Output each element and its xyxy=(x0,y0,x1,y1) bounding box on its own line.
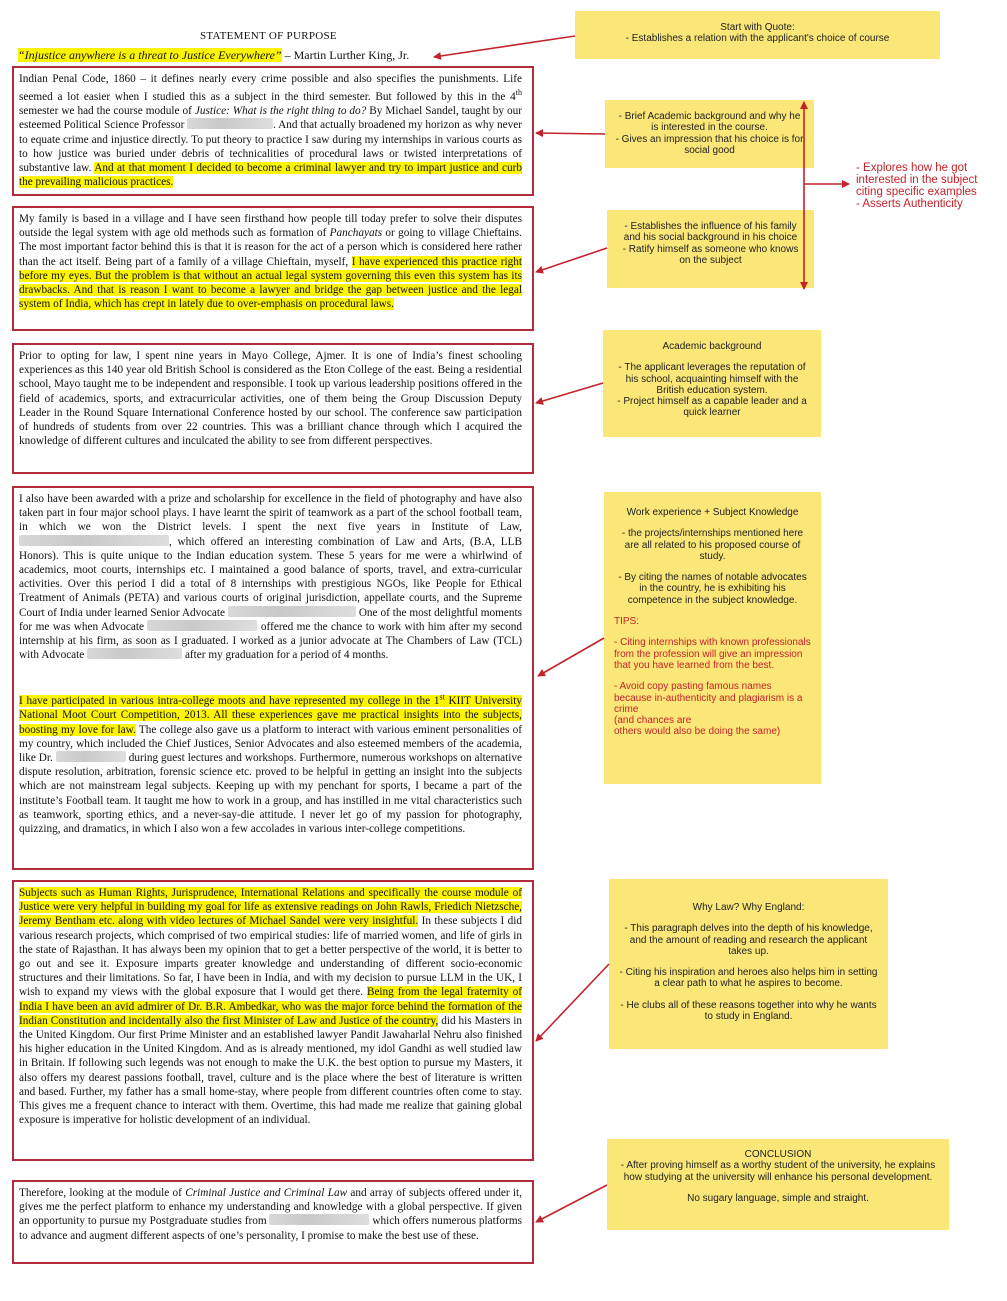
p4-hl-sup: st xyxy=(439,692,445,702)
p1-course-title: Justice: What is the right thing to do? xyxy=(194,105,367,118)
note-text: Academic background xyxy=(662,341,762,352)
p4-text-b: , which offered an interesting combination of Law and Arts, (B.A, LLB Honors). This is quite unique to the Indian education system. These 5 years for me were a whirlwind of academics, moot courts, internships etc. I maintained a good balance of sports, travel, and extra-curricular activities. Over this period I did a total of 8 internships with prestigious NGOs, like People for Ethical Treatment of Animals (PETA) and various courts of original jurisdiction, appellate courts, and the Supreme Court of India under learned Senior Advocate xyxy=(19,535,522,619)
note-text: - Gives an impression that his choice is for social good xyxy=(615,133,804,156)
note-text: - Project himself as a capable leader and a quick learner xyxy=(617,396,807,419)
p4-hl-a: I have participated in various intra-college moots and have represented my college in the 1 xyxy=(19,695,440,708)
note-text: - Establishes a relation with the applicant's choice of course xyxy=(625,33,890,45)
p5-text-b: did his Masters in the United Kingdom. Our first Prime Minister and an established lawyer Pandit Jawaharlal Nehru also finished his higher education in the United Kingdom. And as is already mentioned, my idol Gandhi as well studied law in Britain. If following such legends was not enough to make the U.K. the best option to pursue my Masters, it also offers my dearest passions football, travel, culture and is the place where the best of literature is written and based. Further, my father has a small home-stay, where people from different countries often come to stay. This gives me a frequent chance to interact with them. Overtime, this had made me realize that gaining global exposure is imperative for holistic development of an individual. xyxy=(19,1014,522,1127)
p5-highlight-b: Being from the legal fraternity of India I have been an avid admirer of Dr. B.R. Ambedkar, who was the major force behind the formation of the Indian Constitution and incidentally also the first Minister of Law and Justice of the country, xyxy=(19,986,522,1027)
p6-italic: Criminal Justice and Criminal Law xyxy=(185,1187,348,1199)
arrow-p3 xyxy=(536,383,603,403)
p4-text-c: One of the most delightful moments for me was when Advocate xyxy=(19,606,522,633)
note-tip: - Avoid copy pasting famous names because in-authenticity and plagiarism is a crime xyxy=(614,681,803,715)
p4-text-e: after my graduation for a period of 4 months. xyxy=(182,649,389,662)
p2-italic: Panchayats xyxy=(329,227,383,240)
note-text: - Brief Academic background and why he is interested in the course. xyxy=(618,111,801,134)
note-text: Start with Quote: xyxy=(720,22,795,33)
arrow-p4 xyxy=(538,638,604,676)
note-text: - By citing the names of notable advocates in the country, he is exhibiting his competence in the subject knowledge. xyxy=(618,572,807,606)
p4-hl-b: KIIT University National Moot Court Competition, 2013. All these experiences gave me practical insights into the subjects, boosting my love for law. xyxy=(19,695,523,736)
p4-text-f: The college also gave us a platform to interact with various eminent personalities of my country, which included the Chief Justices, Senior Advocates and also esteemed members of the academia, like Dr. xyxy=(19,723,522,764)
arrow-quote xyxy=(434,36,575,57)
p2-highlight: I have experienced this practice right before my eyes. But the problem is that without an actual legal system governing this even this system has its drawbacks. And that is reason I want to become a lawyer and bridge the gap between justice and the legal system of India, which has crept in lately due to over-emphasis on procedural laws. xyxy=(19,255,522,311)
note-text: Work experience + Subject Knowledge xyxy=(626,507,799,518)
quote-text: “Injustice anywhere is a threat to Justice Everywhere” xyxy=(18,48,282,62)
arrow-p1 xyxy=(536,133,605,134)
p2-text-b: or going to village Chieftains. The most important factor behind this is that it is reason for the act of a person which is considered here rather than the act itself. Being part of a family of a village Chieftain, myself, xyxy=(19,227,522,268)
note-text: - Explores how he got interested in the subject citing specific examples xyxy=(856,162,978,198)
p1-text-a: Indian Penal Code, 1860 – it defines nearly every crime possible and also specifies the punishments. Life seemed a lot easier when I studied this as a subject in the third semester. But followed by this in the 4 xyxy=(19,73,522,103)
p1-sup: th xyxy=(515,88,522,98)
note-tips-heading: TIPS: xyxy=(614,616,640,628)
note-text: No sugary language, simple and straight. xyxy=(687,1192,869,1204)
p6-text-b: and array of subjects offered under it, gives me the perfect platform to enhance my understanding and knowledge with a global perspective. If given an opportunity to pursue my Postgraduate studies from xyxy=(19,1187,522,1228)
p3-text: Prior to opting for law, I spent nine years in Mayo College, Ajmer. It is one of India’s finest schooling experiences as this 140 year old British School is considered as the Eton College of the east. Being a residential school, Mayo taught me to be independent and responsible. I took up various leadership positions offered in the field of academics, sports, and extracurricular activities, one of them being the Group Discussion Deputy Leader in the Round Square International Conference hosted by our school. The conference saw participation of hundreds of students from over 22 countries. This was a brilliant chance through which I acquired the knowledge of different cultures and inculcated the ability to see from different perspectives. xyxy=(19,350,522,448)
arrow-p6 xyxy=(536,1185,607,1222)
note-tip: others would also be doing the same) xyxy=(614,726,781,738)
note-text: - Asserts Authenticity xyxy=(856,198,963,210)
note-text: - The applicant leverages the reputation of his school, acquainting himself with the British education system. xyxy=(618,362,806,396)
note-text: - After proving himself as a worthy student of the university, he explains how studying at the university will enhance his personal development. xyxy=(620,1160,936,1183)
p5-text-a: In these subjects I did various research projects, which comprised of two empirical studies: life of married women, and life of girls in the state of Rajasthan. It has always been my opinion that to get a better perspective of the world, it is better to go out and see it. Exposure imparts greater knowledge and understanding of different socio-economic structures and their limitations. So far, I have been in India, and with my decision to pursue LLM in the UK, I wish to expand my views with the global exposure that I would get there. xyxy=(19,915,522,999)
note-text: - This paragraph delves into the depth of his knowledge, and the amount of reading and research the applicant takes up. xyxy=(624,923,873,957)
note-text: - He clubs all of these reasons together into why he wants to study in England. xyxy=(620,999,877,1023)
p6-text-c: which offers numerous platforms to advance and augment different aspects of one’s personality, I promise to make the best use of these. xyxy=(19,1215,522,1242)
arrow-p5 xyxy=(536,964,609,1041)
note-text: - Citing his inspiration and heroes also helps him in setting a clear path to what he aspires to become. xyxy=(619,967,878,990)
p1-highlight: And at that moment I decided to become a criminal lawyer and try to impart justice and curb the prevailing malicious practices. xyxy=(19,161,523,189)
p6-text-a: Therefore, looking at the module of xyxy=(19,1187,186,1199)
note-text: - the projects/internships mentioned here are all related to his proposed course of study. xyxy=(621,528,804,562)
p4-text-a: I also have been awarded with a prize and scholarship for excellence in the field of photography and have also taken part in four major school plays. I have learnt the spirit of teamwork as a part of the school football team, in which we won the District levels. I spent the next five years in Institute of Law, xyxy=(19,493,522,534)
p1-text-d: . And that actually broadened my horizon as why never to equate crime and injustice directly. To put theory to practice I saw during my internships in various courts as to how justice was buried under debris of technicalities of procedural laws or twisted interpretations of substantive law. xyxy=(19,119,522,174)
quote-author: – Martin Lurther King, Jr. xyxy=(281,48,410,62)
p1-text-c: By Michael Sandel, taught by our esteemed Political Science Professor xyxy=(19,105,522,132)
p5-highlight-a: Subjects such as Human Rights, Jurisprudence, International Relations and specifically the course module of Justice were very helpful in building my goal for life as extensive readings on John Rawls, Friedich Nietzsche, Jeremy Bentham etc. along with video lectures of Michael Sandel were very insightful. xyxy=(19,887,522,928)
note-text: Why Law? Why England: xyxy=(692,902,805,913)
note-text: - Ratify himself as someone who knows on the subject xyxy=(622,243,799,266)
note-text: CONCLUSION xyxy=(744,1149,812,1160)
p1-text-b: semester we had the course module of xyxy=(19,105,195,118)
arrow-p2 xyxy=(536,248,607,272)
p4-text-g: during guest lectures and workshops. Furthermore, numerous workshops on alternative dispute resolution, arbitration, forensic science etc. proved to be helpful in getting an insight into the subjects which are not mainstream legal subjects. Keeping up with my penchant for sports, I became a part of the institute’s Football team. It taught me how to work in a group, and has instilled in me vital characteristics such as teamwork, sporting ethics, and a never-say-die attitude. I never let go of my passion for photography, quizzing, and dramatics, in which I also won a few accolades in various inter-college competitions. xyxy=(19,752,522,836)
note-text: - Establishes the influence of his family and his social background in his choice xyxy=(623,221,798,244)
document-title: STATEMENT OF PURPOSE xyxy=(200,30,337,42)
note-tip: - Citing internships with known professionals from the profession will give an impression that you have learned from the best. xyxy=(614,637,811,671)
p2-text-a: My family is based in a village and I have seen firsthand how people till today prefer to solve their disputes outside the legal system with age old methods such as formation of xyxy=(19,213,522,240)
p4-text-d: offered me the chance to work with him after my second internship at his firm, as soon as I graduated. I worked as a junior advocate at The Chambers of Law (TCL) with Advocate xyxy=(19,620,522,662)
note-tip: (and chances are xyxy=(614,715,692,727)
